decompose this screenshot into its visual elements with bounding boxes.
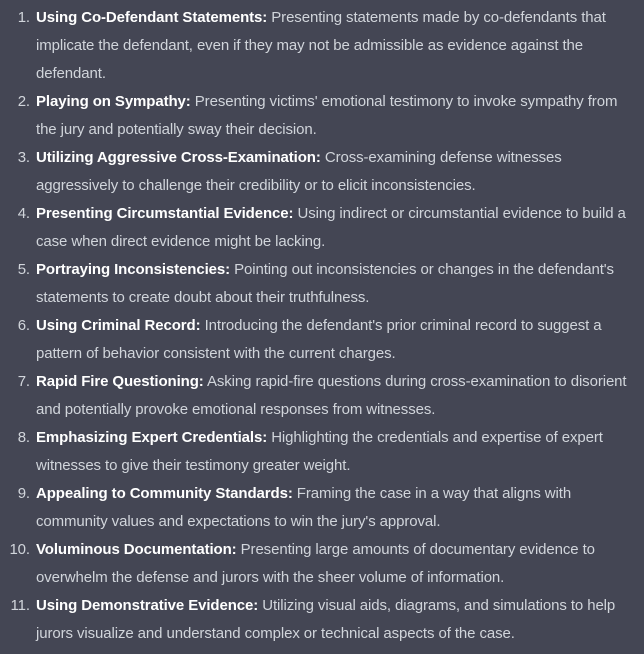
list-item bbox=[0, 256, 632, 312]
list-item bbox=[0, 4, 632, 88]
list-item-text: Using indirect or circumstantial evidence to build a case when direct evidence might be lacking. bbox=[36, 205, 626, 250]
list-item-number: 4. bbox=[17, 205, 30, 222]
list-item-content bbox=[36, 200, 632, 256]
list-item-number: 9. bbox=[17, 485, 30, 502]
list-item-title: Using Co-Defendant Statements: bbox=[36, 9, 268, 26]
list-item bbox=[0, 88, 632, 144]
list-item-text: Asking rapid-fire questions during cross-examination to disorient and potentially provoke emotional responses from witnesses. bbox=[36, 373, 627, 418]
list-item-text: Highlighting the credentials and expertise of expert witnesses to give their testimony greater weight. bbox=[36, 429, 603, 474]
list-item-number: 8. bbox=[17, 429, 30, 446]
strategies-list bbox=[0, 4, 632, 648]
list-item-content bbox=[36, 144, 632, 200]
list-item-title: Using Demonstrative Evidence: bbox=[36, 597, 259, 614]
list-item-number: 5. bbox=[17, 261, 30, 278]
list-item-title: Using Criminal Record: bbox=[36, 317, 201, 334]
list-item bbox=[0, 592, 632, 648]
list-item-content bbox=[36, 4, 632, 88]
list-item-number: 10. bbox=[9, 541, 30, 558]
list-item-title: Playing on Sympathy: bbox=[36, 93, 191, 110]
list-item-number: 3. bbox=[17, 149, 30, 166]
list-item-content bbox=[36, 88, 632, 144]
list-item-content bbox=[36, 312, 632, 368]
list-item-content bbox=[36, 256, 632, 312]
list-item-number: 1. bbox=[17, 9, 30, 26]
list-item-content bbox=[36, 424, 632, 480]
list-item-text: Presenting victims' emotional testimony to invoke sympathy from the jury and potentially sway their decision. bbox=[36, 93, 618, 138]
list-item-content bbox=[36, 480, 632, 536]
list-item-content bbox=[36, 368, 632, 424]
list-item-number: 7. bbox=[17, 373, 30, 390]
list-item-title: Portraying Inconsistencies: bbox=[36, 261, 231, 278]
list-item-text: Framing the case in a way that aligns with community values and expectations to win the jury's approval. bbox=[36, 485, 572, 530]
list-item-text: Utilizing visual aids, diagrams, and simulations to help jurors visualize and understand complex or technical aspects of the case. bbox=[36, 597, 616, 642]
list-item bbox=[0, 536, 632, 592]
list-item bbox=[0, 424, 632, 480]
list-item-title: Emphasizing Expert Credentials: bbox=[36, 429, 268, 446]
list-item bbox=[0, 144, 632, 200]
list-item-title: Voluminous Documentation: bbox=[36, 541, 237, 558]
list-item-title: Utilizing Aggressive Cross-Examination: bbox=[36, 149, 321, 166]
list-item-title: Rapid Fire Questioning: bbox=[36, 373, 204, 390]
list-item bbox=[0, 200, 632, 256]
list-item bbox=[0, 312, 632, 368]
list-item bbox=[0, 480, 632, 536]
list-item-title: Appealing to Community Standards: bbox=[36, 485, 293, 502]
list-item-content bbox=[36, 592, 632, 648]
list-item-text: Pointing out inconsistencies or changes in the defendant's statements to create doubt about their truthfulness. bbox=[36, 261, 614, 306]
list-item-number: 6. bbox=[17, 317, 30, 334]
list-item bbox=[0, 368, 632, 424]
list-item-number: 11. bbox=[10, 597, 30, 614]
list-item-title: Presenting Circumstantial Evidence: bbox=[36, 205, 294, 222]
list-item-text: Introducing the defendant's prior criminal record to suggest a pattern of behavior consistent with the current charges. bbox=[36, 317, 602, 362]
list-item-content bbox=[36, 536, 632, 592]
list-item-number: 2. bbox=[17, 93, 30, 110]
list-item-text: Presenting statements made by co-defendants that implicate the defendant, even if they may not be admissible as evidence against the defendant. bbox=[36, 9, 606, 82]
list-item-text: Presenting large amounts of documentary evidence to overwhelm the defense and jurors with the sheer volume of information. bbox=[36, 541, 595, 586]
list-item-text: Cross-examining defense witnesses aggressively to challenge their credibility or to elicit inconsistencies. bbox=[36, 149, 562, 194]
